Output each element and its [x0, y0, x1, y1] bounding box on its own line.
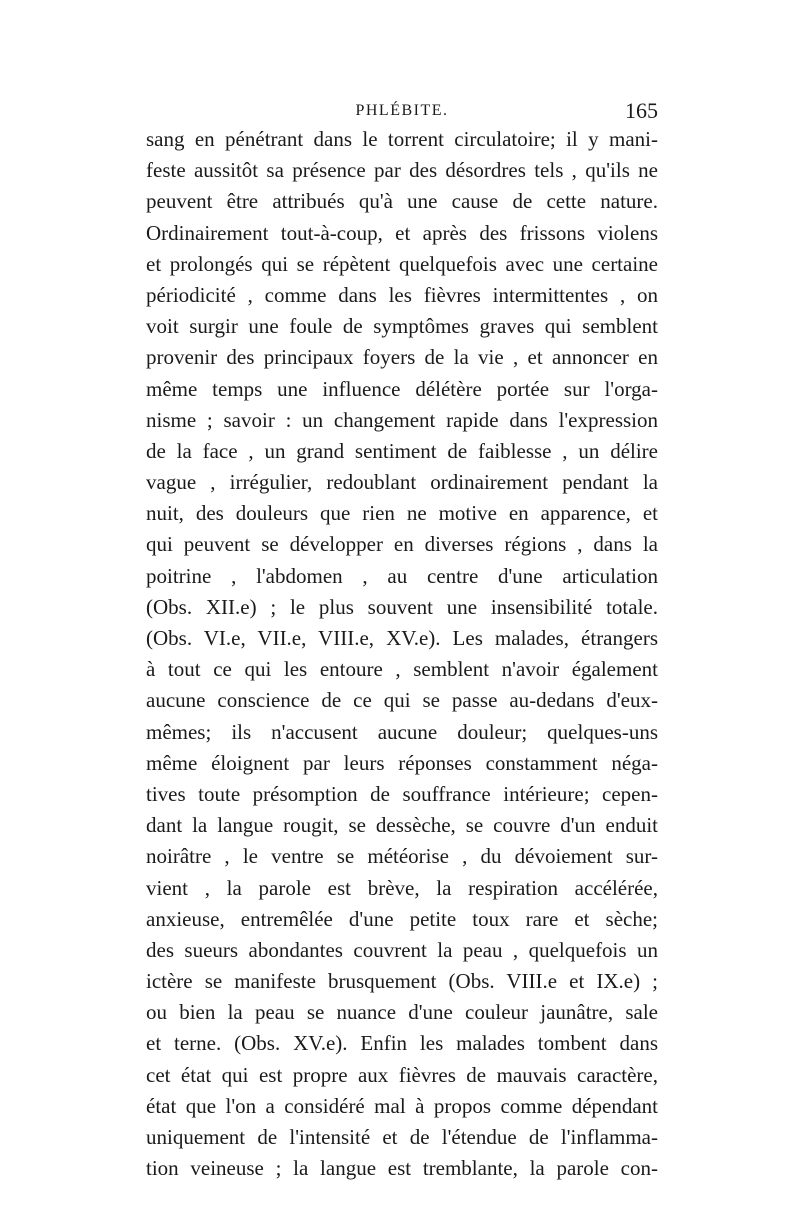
text-line: (Obs. XII.e) ; le plus souvent une insensibilité totale.: [146, 594, 658, 619]
text-line: nuit, des douleurs que rien ne motive en apparence, et: [146, 501, 658, 526]
text-line: anxieuse, entremêlée d'une petite toux rare et sèche;: [146, 906, 658, 931]
text-line: sang en pénétrant dans le torrent circulatoire; il y mani-: [146, 127, 658, 151]
text-line: aucune conscience de ce qui se passe au-dedans d'eux-: [146, 688, 658, 713]
text-line: dant la langue rougit, se dessèche, se couvre d'un enduit: [146, 813, 658, 838]
text-line: même temps une influence délétère portée sur l'orga-: [146, 376, 658, 401]
text-line: nisme ; savoir : un changement rapide dans l'expression: [146, 407, 658, 432]
text-line: de la face , un grand sentiment de faiblesse , un délire: [146, 438, 658, 463]
text-line: voit surgir une foule de symptômes graves qui semblent: [146, 314, 658, 339]
text-line: tives toute présomption de souffrance intérieure; cepen-: [146, 781, 658, 806]
text-line: périodicité , comme dans les fièvres intermittentes , on: [146, 282, 658, 307]
text-line: qui peuvent se développer en diverses régions , dans la: [146, 532, 658, 557]
text-line: état que l'on a considéré mal à propos comme dépendant: [146, 1093, 658, 1118]
text-line: feste aussitôt sa présence par des désordres tels , qu'ils ne: [146, 158, 658, 183]
text-line: peuvent être attribués qu'à une cause de cette nature.: [146, 189, 658, 214]
text-line: à tout ce qui les entoure , semblent n'avoir également: [146, 657, 658, 682]
running-title: PHLÉBITE.: [355, 102, 449, 119]
text-line: vient , la parole est brève, la respiration accélérée,: [146, 875, 658, 900]
text-line: et terne. (Obs. XV.e). Enfin les malades tombent dans: [146, 1031, 658, 1056]
text-line: ictère se manifeste brusquement (Obs. VIII.e et IX.e) ;: [146, 969, 658, 994]
body-text: [146, 124, 658, 1184]
text-line: uniquement de l'intensité et de l'étendue de l'inflamma-: [146, 1125, 658, 1149]
page-number: 165: [625, 98, 658, 123]
text-line: noirâtre , le ventre se météorise , du dévoiement sur-: [146, 844, 658, 869]
text-line: cet état qui est propre aux fièvres de mauvais caractère,: [146, 1062, 658, 1087]
text-line: provenir des principaux foyers de la vie , et annoncer en: [146, 345, 658, 370]
text-line: des sueurs abondantes couvrent la peau , quelquefois un: [146, 937, 658, 962]
text-line: même éloignent par leurs réponses constamment néga-: [146, 750, 658, 775]
text-line: tion veineuse ; la langue est tremblante, la parole con-: [146, 1156, 658, 1181]
text-line: et prolongés qui se répètent quelquefois avec une certaine: [146, 251, 658, 276]
text-line: mêmes; ils n'accusent aucune douleur; quelques-uns: [146, 719, 658, 744]
text-line: ou bien la peau se nuance d'une couleur jaunâtre, sale: [146, 1000, 658, 1025]
text-line: vague , irrégulier, redoublant ordinairement pendant la: [146, 470, 658, 495]
text-line: poitrine , l'abdomen , au centre d'une articulation: [146, 563, 658, 588]
text-line: Ordinairement tout-à-coup, et après des frissons violens: [146, 220, 658, 245]
text-line: (Obs. VI.e, VII.e, VIII.e, XV.e). Les malades, étrangers: [146, 626, 658, 650]
